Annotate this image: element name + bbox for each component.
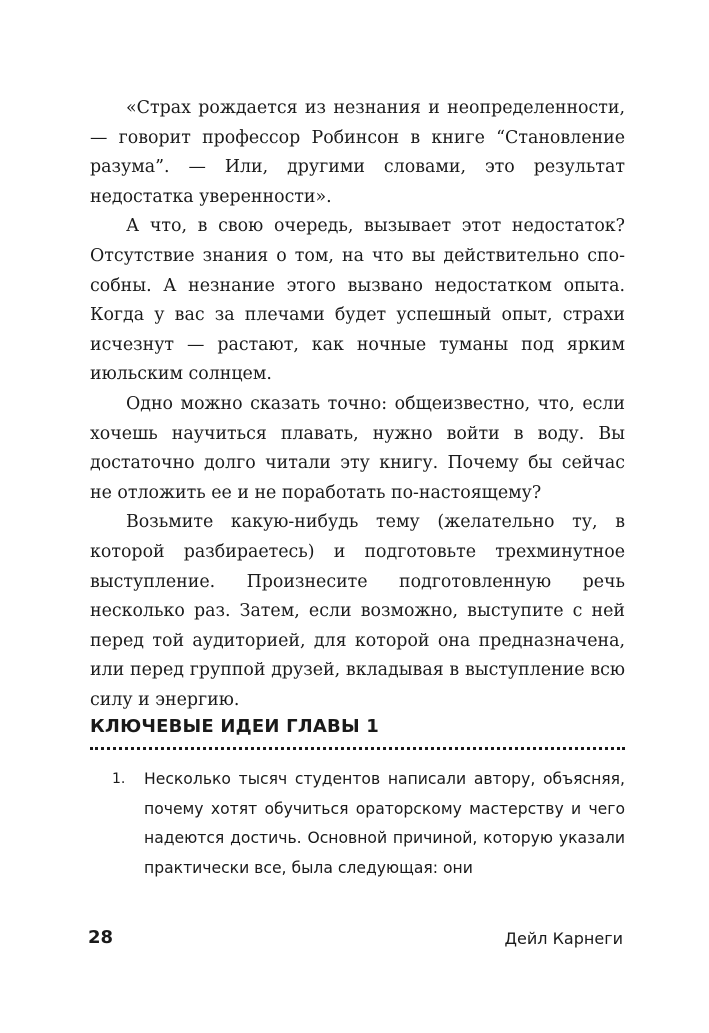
main-text [90, 94, 625, 715]
dotted-divider [90, 747, 625, 750]
paragraph: Одно можно сказать точно: общеизвестно, что, если хочешь научиться плавать, нужно войти в воду. Вы достаточно долго читали эту книгу. Почему бы сейчас не отложить ее и не поработать по-настоящему? [90, 393, 625, 503]
key-ideas-list [90, 765, 625, 883]
section-heading: КЛЮЧЕВЫЕ ИДЕИ ГЛАВЫ 1 [90, 716, 380, 737]
paragraph: А что, в свою очередь, вызывает этот недостаток? Отсутствие знания о том, на что вы действительно способны. А незнание этого вызвано недостатком опыта. Когда у вас за плечами будет успешный опыт, страхи исчезнут — растают, как ночные туманы под ярким июльским солнцем. [90, 216, 625, 385]
list-item [90, 765, 625, 883]
running-footer-author: Дейл Карнеги [504, 929, 623, 948]
paragraph: «Страх рождается из незнания и неопределенности, — говорит профессор Робинсон в книге “Становление разума”. — Или, другими словами, это результат недостатка уверенности». [90, 98, 625, 207]
list-item-number: 1. [112, 771, 126, 787]
paragraph: Возьмите какую-нибудь тему (желательно ту, в которой разбираетесь) и подготовьте трехминутное выступление. Произнесите подготовленную речь несколько раз. Затем, если возможно, выступите с ней перед той аудиторией, для которой она предназначена, или перед группой друзей, вкладывая в выступление всю силу и энергию. [90, 512, 625, 710]
page-number: 28 [88, 927, 114, 948]
list-item-text: Несколько тысяч студентов написали автору, объясняя, почему хотят обучиться ораторскому мастерству и чего надеются достичь. Основной причиной, которую указали практически все, была следующая: они [144, 770, 625, 877]
